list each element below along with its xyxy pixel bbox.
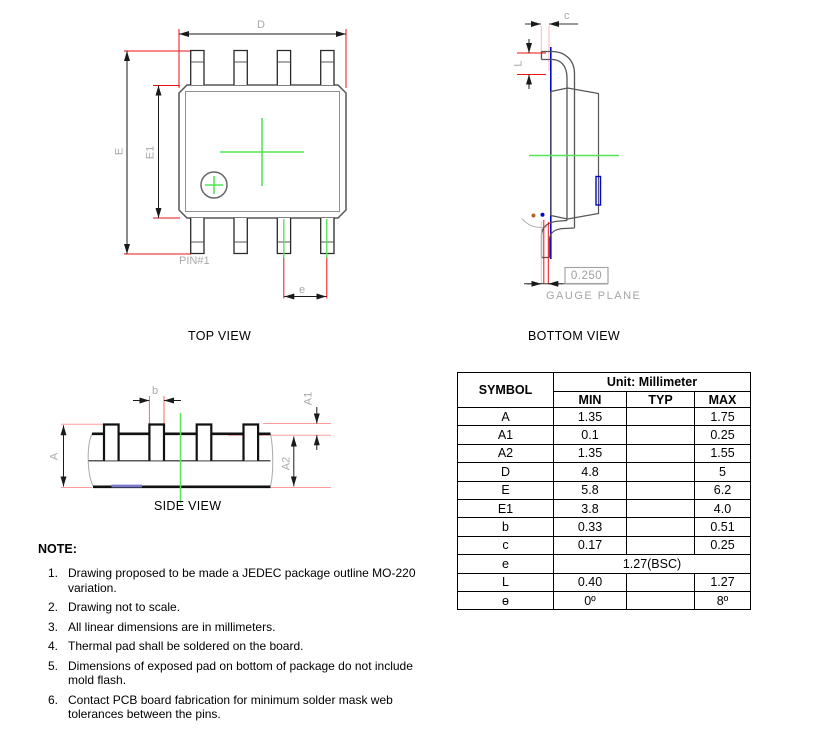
note-text: Drawing proposed to be made a JEDEC package outline MO-220 variation. [68,566,416,595]
note-number: 4. [48,639,59,653]
note-text: Contact PCB board fabrication for minimum solder mask web tolerances between the pins. [68,692,393,721]
table-row: A2 1.35 1.55 [458,444,751,462]
max-header: MAX [695,392,751,408]
note-item [38,659,423,688]
table-row: c 0.17 0.25 [458,536,751,554]
dim-label-pitch: e [299,284,306,296]
dim-label-e: E [113,147,126,156]
dim-label-a2: A2 [280,456,293,471]
pin-lead [244,425,259,461]
lead-profile-bottom [542,219,575,258]
notes-section [38,542,423,727]
pin1-label: PIN#1 [179,255,210,267]
pin-lead [191,51,204,86]
note-number: 5. [48,658,59,673]
note-number: 3. [48,619,59,634]
dim-label-l: L [512,60,525,67]
note-number: 1. [48,566,59,580]
min-header: MIN [554,392,627,408]
gauge-plane-label: GAUGE PLANE [546,290,642,302]
datum-dot-b [541,213,545,217]
bottom-view-caption: BOTTOM VIEW [528,329,620,343]
notes-title: NOTE: [38,542,77,556]
table-row: E 5.8 6.2 [458,481,751,499]
pin-lead [277,51,290,86]
note-text: Thermal pad shall be soldered on the board. [68,639,304,653]
note-item [38,620,423,635]
table-row: A 1.35 1.75 [458,408,751,426]
note-item [38,566,423,595]
note-item [38,639,423,654]
note-item [38,600,423,615]
pin-lead [234,51,247,86]
dim-label-d: D [257,19,265,31]
pin-lead [234,218,247,254]
top-view-caption: TOP VIEW [188,329,252,343]
pin-lead [104,425,119,461]
unit-header: Unit: Millimeter [554,373,751,392]
top-view-drawing [124,29,346,299]
pin-lead [191,218,204,254]
side-body-left-edge [88,434,93,486]
side-body-right-edge [271,434,273,486]
table-row: ɵ 0º 8º [458,591,751,609]
table-row: D 4.8 5 [458,463,751,481]
dim-label-c: c [564,10,570,22]
dim-label-a: A [48,452,61,461]
bottom-pins [191,218,334,254]
symbol-header: SYMBOL [458,373,554,408]
note-number: 6. [48,692,59,707]
pin-lead [149,425,164,461]
gauge-value: 0.250 [570,270,603,282]
note-number: 2. [48,600,59,614]
dim-label-a1: A1 [302,391,315,406]
lead-angle-arc [522,219,547,228]
datum-dot-a [532,214,536,218]
note-text: Dimensions of exposed pad on bottom of package do not include mold flash. [68,658,413,687]
note-text: Drawing not to scale. [68,600,181,614]
lead-profile-top [542,52,575,221]
table-row: L 0.40 1.27 [458,573,751,591]
bottom-view-drawing [517,24,619,284]
table-row: b 0.33 0.51 [458,518,751,536]
note-item [38,693,423,722]
typ-header: TYP [627,392,695,408]
table-row: A1 0.1 0.25 [458,426,751,444]
note-text: All linear dimensions are in millimeters. [68,619,276,634]
dim-label-e1: E1 [144,145,157,160]
side-view-drawing [61,396,331,503]
pin-lead [321,51,334,86]
table-row: e 1.27(BSC) [458,555,751,573]
pin-lead [197,425,212,461]
dim-label-b: b [152,385,159,397]
dimension-table [457,372,751,610]
top-pins [191,51,334,86]
side-view-caption: SIDE VIEW [154,499,222,513]
table-row: E1 3.8 4.0 [458,499,751,517]
